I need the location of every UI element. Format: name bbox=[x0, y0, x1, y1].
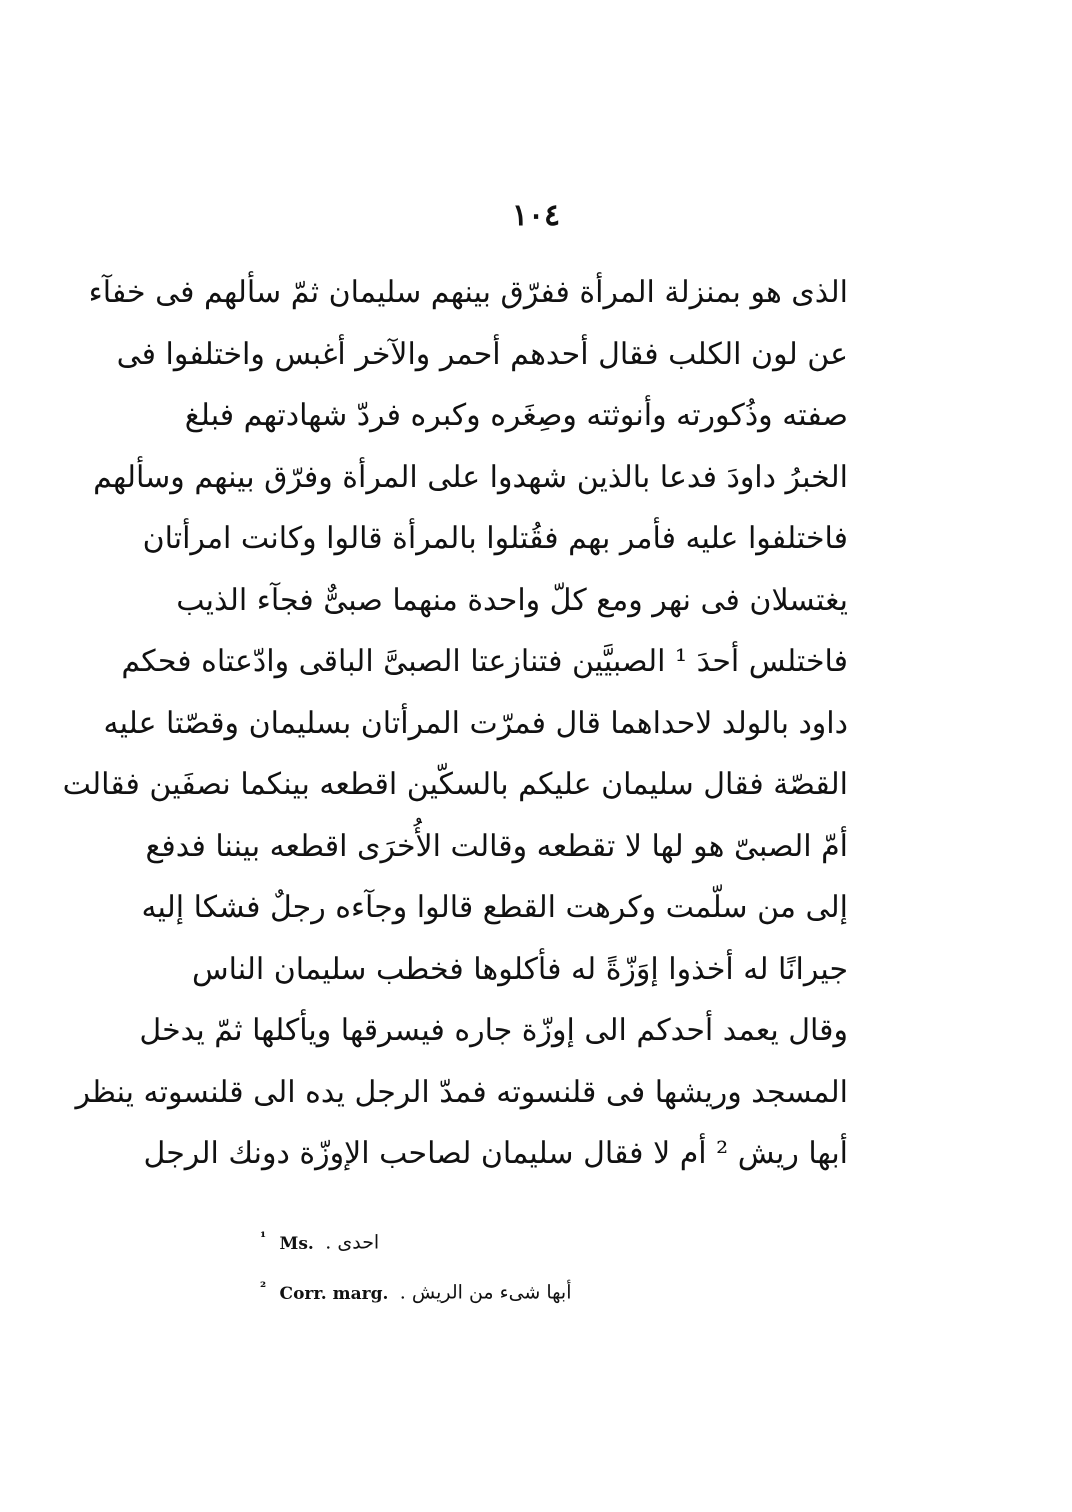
body-text bbox=[62, 262, 848, 1185]
footnote-marker: ² bbox=[260, 1280, 267, 1296]
footnote-arabic-text: أبها شىء من الريش . bbox=[399, 1281, 572, 1304]
footnote-marker: ¹ bbox=[260, 1230, 267, 1246]
footnote-arabic-text: احدى . bbox=[325, 1231, 380, 1254]
footnote-1 bbox=[260, 1218, 680, 1268]
text-line: صفته وذُكورته وأنوثته وصِغَره وكبره فردّ شهادتهم فبلغ bbox=[184, 398, 848, 433]
footnote-2 bbox=[260, 1268, 680, 1318]
text-line: أبها ريش ² أم لا فقال سليمان لصاحب الإوزّة دونك الرجل bbox=[143, 1136, 848, 1171]
text-line: إلى من سلّمت وكرهت القطع قالوا وجآءه رجلٌ فشكا إليه bbox=[141, 890, 848, 925]
text-line: يغتسلان فى نهر ومع كلّ واحدة منهما صبىٌّ فجآء الذيب bbox=[176, 582, 848, 618]
footnotes bbox=[260, 1218, 680, 1318]
text-line: الذى هو بمنزلة المرأة ففرّق بينهم سليمان ثمّ سألهم فى خفآء bbox=[88, 275, 848, 310]
text-line: داود بالولد لاحداهما قال فمرّت المرأتان بسليمان وقصّتا عليه bbox=[103, 705, 848, 741]
text-line: وقال يعمد أحدكم الى إوزّة جاره فيسرقها ويأكلها ثمّ يدخل bbox=[139, 1013, 848, 1048]
text-line: أمّ الصبىّ هو لها لا تقطعه وقالت الأُخرَى اقطعه بيننا فدفع bbox=[145, 828, 848, 864]
footnote-label: Corr. marg. bbox=[279, 1283, 389, 1304]
footnote-label: Ms. bbox=[279, 1233, 314, 1254]
text-line: فاختلس أحدَ ¹ الصبيَّين فتنازعتا الصبىَّ الباقى وادّعتاه فحكم bbox=[121, 644, 848, 679]
text-line: الخبرُ داودَ فدعا بالذين شهدوا على المرأة وفرّق بينهم وسألهم bbox=[93, 459, 848, 495]
text-line: جيرانًا له أخذوا إوَزّةً له فأكلوها فخطب سليمان الناس bbox=[191, 951, 848, 987]
text-line: عن لون الكلب فقال أحدهم أحمر والآخر أغبس واختلفوا فى bbox=[116, 336, 848, 372]
text-line: القصّة فقال سليمان عليكم بالسكّين اقطعه بينكما نصفَين فقالت bbox=[62, 767, 848, 802]
text-line: المسجد وريشها فى قلنسوته فمدّ الرجل يده الى قلنسوته ينظر bbox=[75, 1074, 848, 1110]
page-number: ١٠٤ bbox=[511, 198, 561, 233]
text-line: فاختلفوا عليه فأمر بهم فقُتلوا بالمرأة قالوا وكانت امرأتان bbox=[142, 521, 848, 556]
